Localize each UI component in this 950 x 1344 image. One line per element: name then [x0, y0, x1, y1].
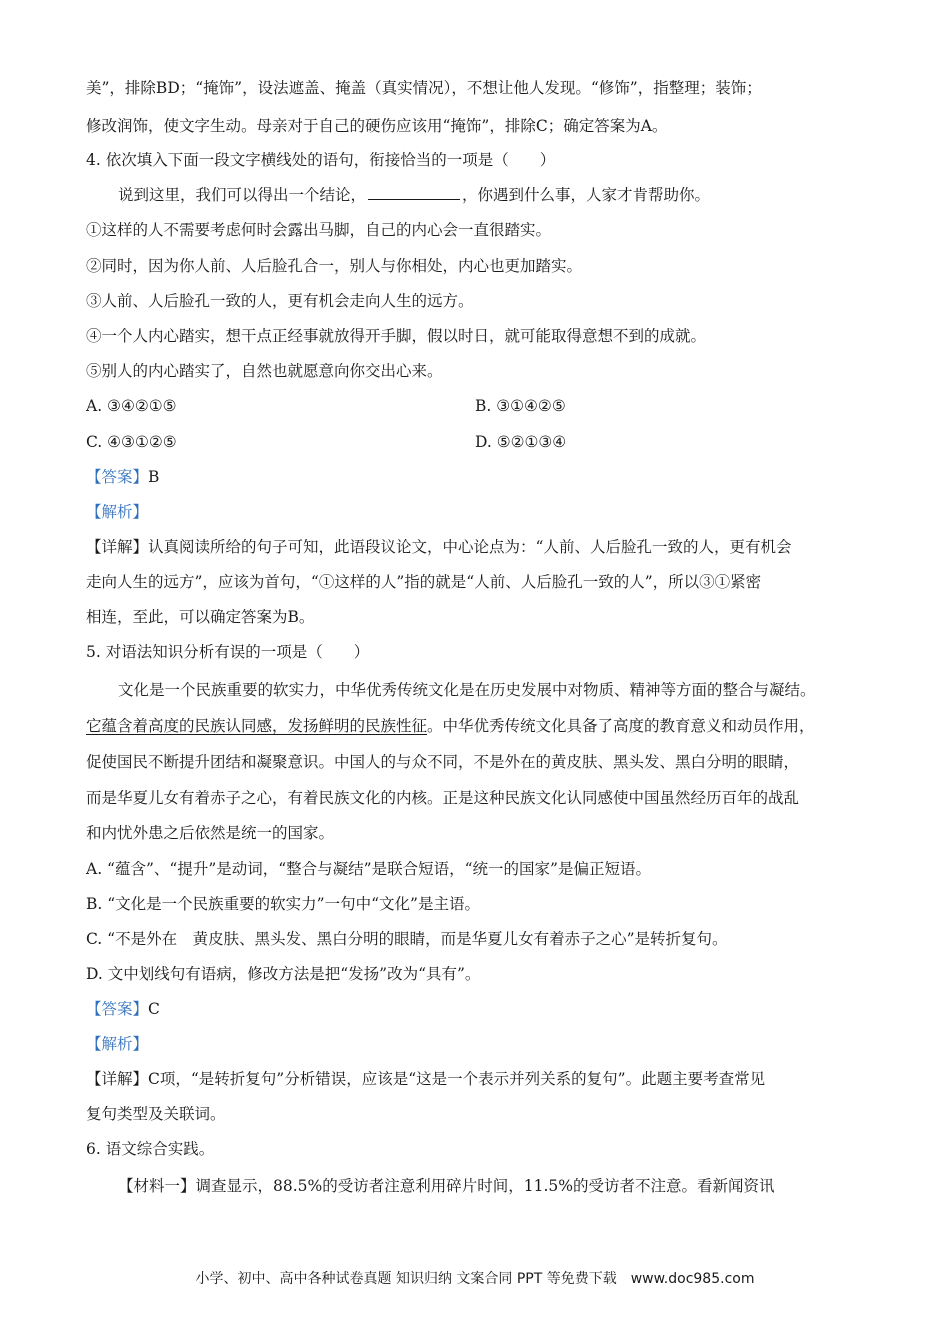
passage-text-after-blank: ，你遇到什么事，人家才肯帮助你。	[462, 186, 711, 204]
option-d: D. ⑤②①③④	[475, 433, 567, 451]
question-4-passage	[118, 185, 710, 205]
answer-line	[86, 467, 159, 487]
previous-answer-line-1: 美”，排除BD；“掩饰”，设法遮盖、掩盖（真实情况），不想让他人发现。“修饰”，指整理；装饰；	[86, 79, 762, 97]
detail-line-1	[86, 537, 791, 557]
page-footer: 小学、初中、高中各种试卷真题 知识归纳 文案合同 PPT 等免费下载 www.doc985.com	[195, 1271, 755, 1287]
question-5-passage-4: 而是华夏儿女有着赤子之心，有着民族文化的内核。正是这种民族文化认同感使中国虽然经历百年的战乱	[86, 789, 800, 807]
option-a: A. ③④②①⑤	[86, 397, 177, 415]
passage-text-before-blank: 说到这里，我们可以得出一个结论，	[118, 186, 367, 204]
q5-detail-line-1	[86, 1069, 765, 1089]
material-text: 调查显示，88.5%的受访者注意利用碎片时间，11.5%的受访者不注意。看新闻资讯	[195, 1177, 775, 1195]
detail-line-3: 相连，至此，可以确定答案为B。	[86, 608, 315, 626]
question-6-stem: 6. 语文综合实践。	[86, 1140, 215, 1158]
q5-detail-line-2: 复句类型及关联词。	[86, 1105, 226, 1123]
sentence-item-5: ⑤别人的内心踏实了，自然也就愿意向你交出心来。	[86, 362, 443, 380]
answer-value: B	[148, 468, 160, 486]
q5-option-d: D. 文中划线句有语病，修改方法是把“发扬”改为“具有”。	[86, 965, 481, 983]
q5-option-b: B. “文化是一个民族重要的软实力”一句中“文化”是主语。	[86, 895, 480, 913]
material-one-line	[118, 1176, 775, 1196]
question-5-passage-2	[86, 716, 815, 736]
detail-text: 认真阅读所给的句子可知，此语段议论文，中心论点为：“人前、人后脸孔一致的人，更有机会	[148, 538, 792, 556]
fill-blank	[368, 185, 460, 200]
question-5-passage-3: 促使国民不断提升团结和凝聚意识。中国人的与众不同，不是外在的黄皮肤、黑头发、黑白分明的眼睛，	[86, 753, 800, 771]
analysis-tag: 【解析】	[86, 503, 149, 521]
sentence-item-1: ①这样的人不需要考虑何时会露出马脚，自己的内心会一直很踏实。	[86, 221, 552, 239]
detail-line-2: 走向人生的远方”，应该为首句，“①这样的人”指的就是“人前、人后脸孔一致的人”，所以③①紧密	[86, 573, 762, 591]
sentence-item-3: ③人前、人后脸孔一致的人，更有机会走向人生的远方。	[86, 292, 474, 310]
option-b: B. ③①④②⑤	[475, 397, 566, 415]
detail-text: C项，“是转折复句”分析错误，应该是“这是一个表示并列关系的复句”。此题主要考查常见	[148, 1070, 766, 1088]
q5-option-c: C. “不是外在 黄皮肤、黑头发、黑白分明的眼睛，而是华夏儿女有着赤子之心”是转折复句。	[86, 930, 728, 948]
q5-answer-line	[86, 999, 160, 1019]
q5-option-a: A. “蕴含”、“提升”是动词，“整合与凝结”是联合短语，“统一的国家”是偏正短语。	[86, 860, 651, 878]
question-5-passage-5: 和内忧外患之后依然是统一的国家。	[86, 824, 335, 842]
question-4-stem: 4. 依次填入下面一段文字横线处的语句，衔接恰当的一项是（ ）	[86, 151, 556, 169]
previous-answer-line-2: 修改润饰，使文字生动。母亲对于自己的硬伤应该用“掩饰”，排除C；确定答案为A。	[86, 117, 668, 135]
material-tag: 【材料一】	[118, 1177, 196, 1195]
passage-text: 。中华优秀传统文化具备了高度的教育意义和动员作用，	[427, 717, 815, 735]
answer-tag: 【答案】	[86, 1000, 149, 1018]
detail-tag: 【详解】	[86, 1070, 149, 1088]
detail-tag: 【详解】	[86, 538, 149, 556]
question-5-stem: 5. 对语法知识分析有误的一项是（ ）	[86, 643, 370, 661]
sentence-item-2: ②同时，因为你人前、人后脸孔合一，别人与你相处，内心也更加踏实。	[86, 257, 583, 275]
question-5-passage-1: 文化是一个民族重要的软实力，中华优秀传统文化是在历史发展中对物质、精神等方面的整合与凝结。	[118, 681, 816, 699]
answer-value: C	[148, 1000, 160, 1018]
answer-tag: 【答案】	[86, 468, 149, 486]
option-c: C. ④③①②⑤	[86, 433, 177, 451]
underlined-sentence: 它蕴含着高度的民族认同感，发扬鲜明的民族性征	[86, 717, 428, 735]
q5-analysis-tag: 【解析】	[86, 1035, 149, 1053]
sentence-item-4: ④一个人内心踏实，想干点正经事就放得开手脚，假以时日，就可能取得意想不到的成就。	[86, 327, 707, 345]
